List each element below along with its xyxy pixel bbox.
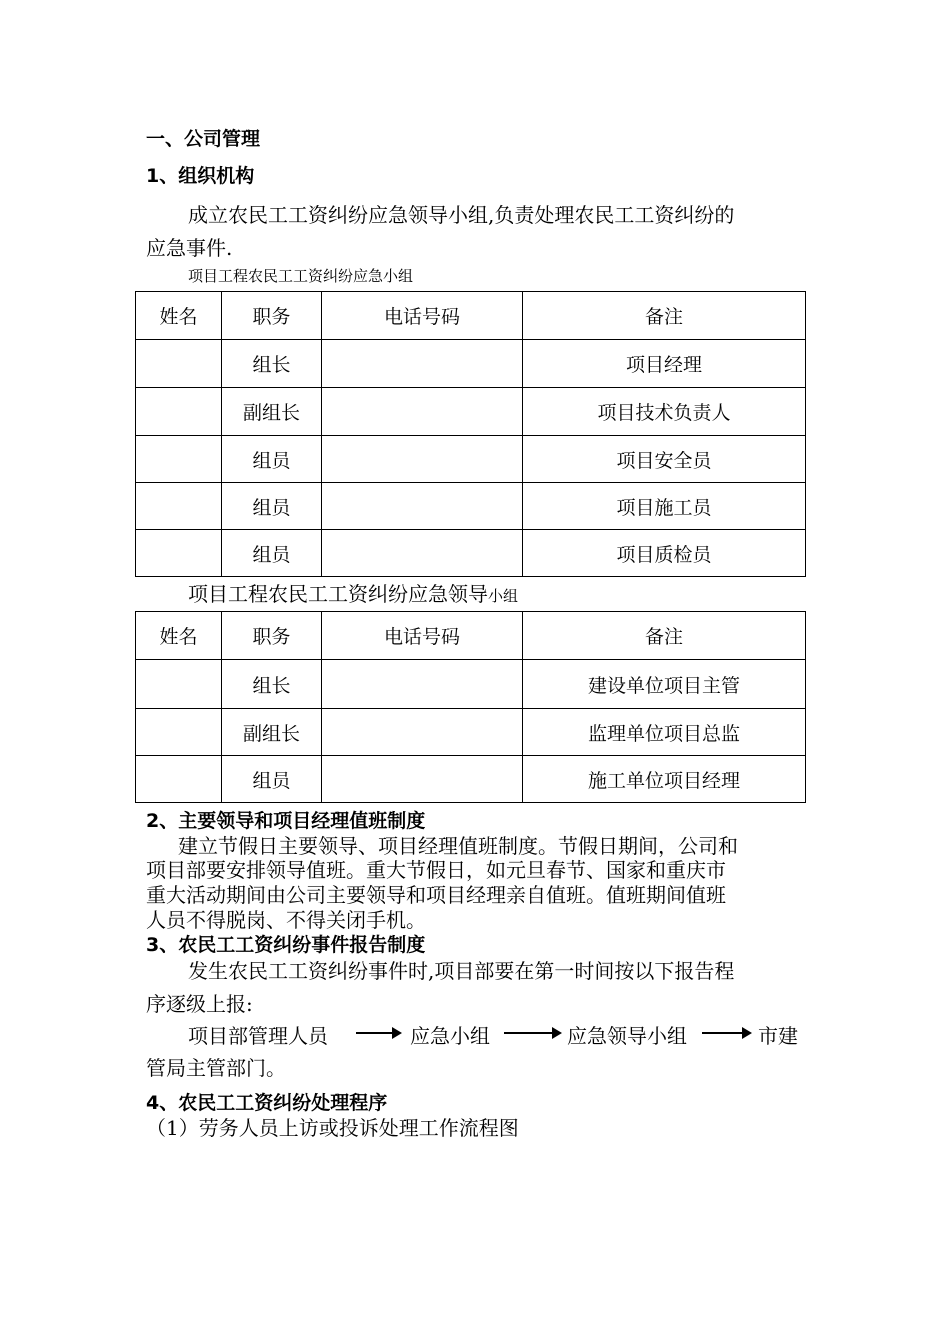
header-cell: 姓名 [136,612,222,660]
table-cell [322,756,523,803]
flow-step-project-staff: 项目部管理人员 [188,1024,328,1048]
table-row [136,530,806,577]
table-cell [136,709,222,756]
header-cell: 电话号码 [322,292,523,340]
duty-paragraph-line3: 重大活动期间由公司主要领导和项目经理亲自值班。值班期间值班 [146,883,726,907]
table-header-row [136,612,806,660]
table-cell [136,340,222,388]
table2-caption-small: 小组 [488,587,519,605]
arrow-right-icon [504,1032,560,1034]
arrow-right-icon [356,1032,400,1034]
table-header-row [136,292,806,340]
procedure-subheading: （1）劳务人员上访或投诉处理工作流程图 [146,1116,519,1140]
table-cell: 项目技术负责人 [523,388,806,436]
heading-handling-procedure: 4、农民工工资纠纷处理程序 [146,1092,388,1114]
table-cell: 建设单位项目主管 [523,660,806,709]
heading-duty-system: 2、主要领导和项目经理值班制度 [146,810,426,832]
table-cell [322,483,523,530]
table-cell [322,436,523,483]
flow-step-emergency-team: 应急小组 [410,1024,490,1048]
table-cell: 项目质检员 [523,530,806,577]
table-cell: 副组长 [222,709,322,756]
table-cell [136,388,222,436]
header-cell: 电话号码 [322,612,523,660]
table-cell [136,436,222,483]
table-cell: 组员 [222,483,322,530]
table-cell [322,530,523,577]
header-cell: 姓名 [136,292,222,340]
table-cell: 组员 [222,756,322,803]
table-row [136,756,806,803]
table-cell: 项目安全员 [523,436,806,483]
heading-organization: 1、组织机构 [146,165,255,187]
heading-report-system: 3、农民工工资纠纷事件报告制度 [146,934,426,956]
table-cell [136,483,222,530]
flow-step-city-bureau: 市建 [758,1024,798,1048]
table-cell [322,340,523,388]
table-cell: 项目经理 [523,340,806,388]
table2-caption-main: 项目工程农民工工资纠纷应急领导 [188,582,488,606]
report-paragraph-line2: 序逐级上报: [146,992,253,1016]
duty-paragraph-line2: 项目部要安排领导值班。重大节假日，如元旦春节、国家和重庆市 [146,858,726,882]
table-cell [136,756,222,803]
emergency-team-table [135,291,806,577]
table1-caption: 项目工程农民工工资纠纷应急小组 [188,267,414,285]
table-row [136,340,806,388]
header-cell: 备注 [523,612,806,660]
paragraph-organization-line2: 应急事件. [146,236,233,260]
table-cell [136,530,222,577]
header-cell: 职务 [222,612,322,660]
duty-paragraph-line4: 人员不得脱岗、不得关闭手机。 [146,908,426,932]
leadership-team-table [135,611,806,803]
report-paragraph-line1: 发生农民工工资纠纷事件时,项目部要在第一时间按以下报告程 [188,959,735,983]
table2-caption [188,578,518,607]
section-title: 一、公司管理 [146,128,261,150]
table-cell [136,660,222,709]
table-cell: 副组长 [222,388,322,436]
table-row [136,436,806,483]
table-row [136,388,806,436]
table-cell: 施工单位项目经理 [523,756,806,803]
table-cell [322,709,523,756]
table-cell [322,388,523,436]
duty-paragraph-line1: 建立节假日主要领导、项目经理值班制度。节假日期间，公司和 [178,834,738,858]
flow-step-leadership-team: 应急领导小组 [567,1024,687,1048]
table-cell [322,660,523,709]
table-row [136,483,806,530]
flow-step-city-bureau-cont: 管局主管部门。 [146,1056,286,1080]
table-cell: 组长 [222,660,322,709]
table-cell: 组员 [222,436,322,483]
table-row [136,660,806,709]
header-cell: 职务 [222,292,322,340]
table-cell: 组员 [222,530,322,577]
table-cell: 监理单位项目总监 [523,709,806,756]
paragraph-organization-line1: 成立农民工工资纠纷应急领导小组,负责处理农民工工资纠纷的 [188,203,735,227]
table-cell: 项目施工员 [523,483,806,530]
arrow-right-icon [702,1032,750,1034]
table-row [136,709,806,756]
table-cell: 组长 [222,340,322,388]
header-cell: 备注 [523,292,806,340]
